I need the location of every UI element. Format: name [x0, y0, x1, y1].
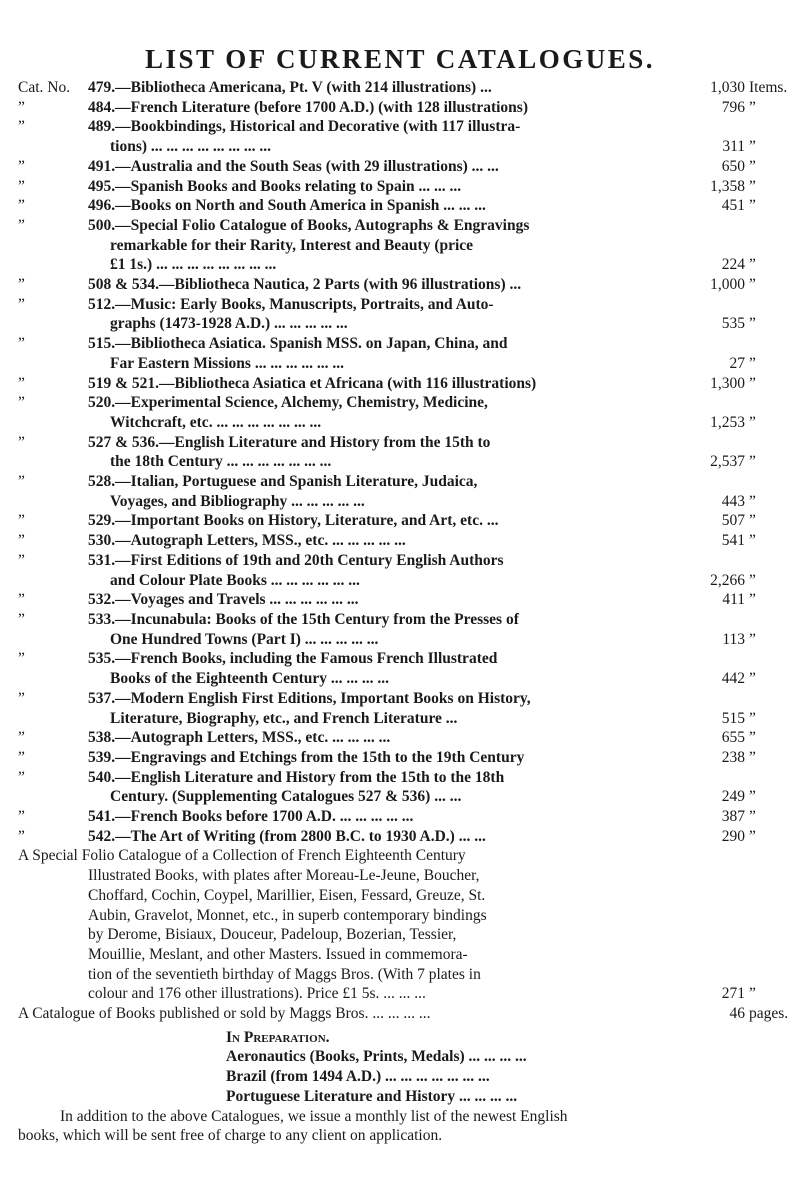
- entry-unit: ”: [749, 276, 756, 294]
- entry-description: [88, 689, 683, 728]
- catalogue-entry: [18, 98, 793, 118]
- entry-prefix: ”: [18, 276, 25, 294]
- entry-description: [88, 78, 683, 98]
- entry-description: [88, 334, 683, 373]
- preparation-item: Aeronautics (Books, Prints, Medals) ... ... ... ...: [226, 1048, 527, 1066]
- entry-line: 489.—Bookbindings, Historical and Decorative (with 117 illustra-: [88, 118, 521, 136]
- entry-prefix: ”: [18, 768, 25, 786]
- entry-prefix: Cat. No.: [18, 79, 71, 96]
- entry-line: 532.—Voyages and Travels ... ... ... ... ... ...: [88, 591, 359, 609]
- catalogue-entry: [18, 196, 793, 216]
- entry-line: 528.—Italian, Portuguese and Spanish Literature, Judaica,: [88, 473, 478, 491]
- entry-prefix: ”: [18, 157, 25, 175]
- entry-description: [88, 649, 683, 688]
- entry-description: [88, 275, 683, 295]
- entry-count: 311: [722, 138, 745, 156]
- entry-description: [88, 157, 683, 177]
- entry-line: 496.—Books on North and South America in Spanish ... ... ...: [88, 197, 486, 215]
- catalogue-entry: [18, 728, 793, 748]
- entry-line: Far Eastern Missions ... ... ... ... ... ...: [110, 354, 344, 372]
- catalogue-list: [18, 78, 793, 1146]
- entry-line: 540.—English Literature and History from the 15th to the 18th: [88, 768, 505, 786]
- catalogue-entry: [18, 827, 793, 847]
- catalogue-entry: [18, 275, 793, 295]
- entry-description: [88, 768, 683, 807]
- note-line: books, which will be sent free of charge to any client on application.: [18, 1127, 443, 1145]
- entry-unit: ”: [749, 591, 756, 609]
- special-line: tion of the seventieth birthday of Maggs Bros. (With 7 plates in: [88, 965, 481, 983]
- entry-prefix: ”: [18, 748, 25, 766]
- entry-prefix: ”: [18, 512, 25, 530]
- catalogue-entry: [18, 748, 793, 768]
- entry-unit: Items.: [749, 79, 788, 96]
- preparation-title: In Preparation.: [226, 1028, 330, 1046]
- entry-line: 535.—French Books, including the Famous French Illustrated: [88, 650, 498, 668]
- catalogue-entry: [18, 531, 793, 551]
- entry-count: 443: [721, 492, 745, 510]
- entry-description: [88, 827, 683, 847]
- entry-count: 249: [721, 788, 745, 806]
- special-description: [18, 846, 683, 1004]
- catalogue-entry: [18, 374, 793, 394]
- entry-unit: ”: [749, 197, 756, 215]
- entry-description: [88, 610, 683, 649]
- entry-line: 531.—First Editions of 19th and 20th Century English Authors: [88, 551, 504, 569]
- special-line: Illustrated Books, with plates after Moreau-Le-Jeune, Boucher,: [88, 867, 480, 885]
- page-title: LIST OF CURRENT CATALOGUES.: [144, 44, 656, 74]
- entry-line: 533.—Incunabula: Books of the 15th Century from the Presses of: [88, 610, 519, 628]
- special-line: A Special Folio Catalogue of a Collection of French Eighteenth Century: [18, 847, 466, 865]
- entry-description: [88, 472, 683, 511]
- entry-line: 484.—French Literature (before 1700 A.D.) (with 128 illustrations): [88, 98, 528, 116]
- entry-description: [88, 748, 683, 768]
- special-catalogue: [18, 846, 793, 1004]
- entry-count: 1,358: [710, 177, 745, 195]
- entry-line: 529.—Important Books on History, Literature, and Art, etc. ...: [88, 512, 499, 530]
- entry-line: Books of the Eighteenth Century ... ... ... ...: [110, 670, 390, 688]
- special-line: by Derome, Bisiaux, Douceur, Padeloup, Bozerian, Tessier,: [88, 926, 457, 944]
- preparation-item: Brazil (from 1494 A.D.) ... ... ... ... ... ... ...: [226, 1068, 490, 1086]
- entry-description: [88, 531, 683, 551]
- entry-unit: ”: [749, 315, 756, 333]
- entry-description: [88, 728, 683, 748]
- entry-unit: ”: [749, 157, 756, 175]
- catalogue-entry: [18, 610, 793, 649]
- entry-line: 539.—Engravings and Etchings from the 15th to the 19th Century: [88, 748, 525, 766]
- entry-description: [88, 177, 683, 197]
- entry-line: 520.—Experimental Science, Alchemy, Chemistry, Medicine,: [88, 394, 488, 412]
- entry-unit: ”: [749, 256, 756, 274]
- entry-line: Voyages, and Bibliography ... ... ... ... ...: [110, 492, 365, 510]
- entry-unit: ”: [749, 630, 756, 648]
- entry-line: 542.—The Art of Writing (from 2800 B.C. to 1930 A.D.) ... ...: [88, 827, 486, 845]
- catalogue-entry: [18, 393, 793, 432]
- entry-unit: ”: [749, 138, 756, 156]
- entry-count: 796: [721, 98, 745, 116]
- entry-unit: ”: [749, 532, 756, 550]
- entry-count: 411: [722, 591, 745, 609]
- entry-description: [88, 98, 683, 118]
- entry-unit: ”: [749, 492, 756, 510]
- entry-description: [88, 511, 683, 531]
- entry-prefix: ”: [18, 335, 25, 353]
- entry-prefix: ”: [18, 295, 25, 313]
- entry-description: [88, 433, 683, 472]
- entry-prefix: ”: [18, 177, 25, 195]
- entry-unit: ”: [749, 808, 756, 826]
- entry-prefix: ”: [18, 591, 25, 609]
- entry-count: 224: [721, 256, 745, 274]
- entry-prefix: ”: [18, 532, 25, 550]
- catalogue-entry: [18, 511, 793, 531]
- catalogue-entry: [18, 216, 793, 275]
- entry-prefix: ”: [18, 827, 25, 845]
- entry-count: 290: [721, 827, 745, 845]
- entry-description: [88, 551, 683, 590]
- entry-line: 519 & 521.—Bibliotheca Asiatica et Africana (with 116 illustrations): [88, 374, 537, 392]
- entry-line: 479.—Bibliotheca Americana, Pt. V (with 214 illustrations) ...: [88, 79, 492, 96]
- entry-line: Literature, Biography, etc., and French Literature ...: [110, 709, 458, 727]
- entry-line: 515.—Bibliotheca Asiatica. Spanish MSS. on Japan, China, and: [88, 335, 508, 353]
- catalogue-entry: [18, 78, 793, 98]
- entry-line: £1 1s.) ... ... ... ... ... ... ... ...: [110, 256, 277, 274]
- catalogue-entry: [18, 768, 793, 807]
- entry-count: 1,000: [710, 276, 745, 294]
- maggs-unit: pages.: [749, 1005, 789, 1023]
- entry-count: 2,266: [710, 571, 745, 589]
- entry-prefix: ”: [18, 374, 25, 392]
- entry-unit: ”: [749, 177, 756, 195]
- special-line: Aubin, Gravelot, Monnet, etc., in superb contemporary bindings: [88, 906, 487, 924]
- entry-count: 541: [721, 532, 745, 550]
- catalogue-entry: [18, 551, 793, 590]
- entry-unit: ”: [749, 788, 756, 806]
- entry-count: 1,253: [710, 413, 745, 431]
- entry-prefix: ”: [18, 433, 25, 451]
- entry-description: [88, 393, 683, 432]
- entry-line: 508 & 534.—Bibliotheca Nautica, 2 Parts (with 96 illustrations) ...: [88, 276, 522, 294]
- entry-count: 387: [721, 808, 745, 826]
- entry-prefix: ”: [18, 118, 25, 136]
- catalogue-entry: [18, 117, 793, 156]
- catalogue-entry: [18, 689, 793, 728]
- entry-count: 2,537: [710, 453, 745, 471]
- entry-line: 541.—French Books before 1700 A.D. ... ... ... ... ...: [88, 808, 414, 826]
- entry-line: tions) ... ... ... ... ... ... ... ...: [110, 138, 272, 156]
- entry-unit: ”: [749, 748, 756, 766]
- entry-unit: ”: [749, 827, 756, 845]
- entry-unit: ”: [749, 729, 756, 747]
- entry-line: 530.—Autograph Letters, MSS., etc. ... ... ... ... ...: [88, 532, 406, 550]
- maggs-line: A Catalogue of Books published or sold by Maggs Bros. ... ... ... ...: [18, 1005, 431, 1023]
- entry-description: [88, 117, 683, 156]
- entry-prefix: ”: [18, 98, 25, 116]
- entry-count: 655: [721, 729, 745, 747]
- entry-count: 27: [729, 354, 745, 372]
- entry-unit: ”: [749, 709, 756, 727]
- note-line: In addition to the above Catalogues, we issue a monthly list of the newest English: [60, 1107, 568, 1125]
- special-count: 271: [721, 985, 745, 1003]
- entry-description: [88, 196, 683, 216]
- entry-prefix: ”: [18, 551, 25, 569]
- entry-description: [88, 216, 683, 275]
- catalogue-entry: [18, 433, 793, 472]
- catalogue-entry: [18, 334, 793, 373]
- catalogue-entry: [18, 590, 793, 610]
- entry-count: 1,300: [710, 374, 745, 392]
- entry-line: Century. (Supplementing Catalogues 527 & 536) ... ...: [110, 788, 462, 806]
- entry-unit: ”: [749, 670, 756, 688]
- catalogue-entry: [18, 807, 793, 827]
- special-unit: ”: [749, 985, 756, 1003]
- entry-count: 535: [721, 315, 745, 333]
- entry-unit: ”: [749, 453, 756, 471]
- maggs-description: [18, 1004, 683, 1024]
- entry-unit: ”: [749, 354, 756, 372]
- entry-unit: ”: [749, 571, 756, 589]
- entry-prefix: ”: [18, 216, 25, 234]
- entry-prefix: ”: [18, 689, 25, 707]
- entry-prefix: ”: [18, 610, 25, 628]
- maggs-catalogue: [18, 1004, 793, 1024]
- entry-prefix: ”: [18, 729, 25, 747]
- special-line: Choffard, Cochin, Coypel, Marillier, Eisen, Fessard, Greuze, St.: [88, 886, 486, 904]
- preparation-list: [226, 1047, 793, 1106]
- entry-line: 500.—Special Folio Catalogue of Books, Autographs & Engravings: [88, 216, 530, 234]
- catalogue-entry: [18, 177, 793, 197]
- entry-count: 507: [721, 512, 745, 530]
- entry-count: 1,030: [710, 79, 745, 96]
- entry-line: 538.—Autograph Letters, MSS., etc. ... ... ... ...: [88, 729, 391, 747]
- entry-line: graphs (1473-1928 A.D.) ... ... ... ... ...: [110, 315, 348, 333]
- entry-unit: ”: [749, 374, 756, 392]
- maggs-count: 46: [729, 1005, 745, 1023]
- entry-description: [88, 374, 683, 394]
- special-line: colour and 176 other illustrations). Price £1 5s. ... ... ...: [88, 985, 426, 1003]
- entry-count: 515: [721, 709, 745, 727]
- catalogue-entry: [18, 472, 793, 511]
- entry-unit: ”: [749, 98, 756, 116]
- entry-prefix: ”: [18, 473, 25, 491]
- catalogue-entry: [18, 157, 793, 177]
- entry-line: Witchcraft, etc. ... ... ... ... ... ... ...: [110, 413, 322, 431]
- entry-description: [88, 590, 683, 610]
- entry-unit: ”: [749, 512, 756, 530]
- preparation-item: Portuguese Literature and History ... ... ... ...: [226, 1087, 518, 1105]
- entry-prefix: ”: [18, 808, 25, 826]
- entry-line: 512.—Music: Early Books, Manuscripts, Portraits, and Auto-: [88, 295, 494, 313]
- entry-count: 113: [722, 630, 745, 648]
- entry-count: 442: [721, 670, 745, 688]
- entry-count: 650: [721, 157, 745, 175]
- closing-note: [18, 1107, 793, 1146]
- entry-count: 238: [721, 748, 745, 766]
- entry-line: remarkable for their Rarity, Interest and Beauty (price: [110, 236, 474, 254]
- entry-line: 491.—Australia and the South Seas (with 29 illustrations) ... ...: [88, 157, 499, 175]
- special-line: Mouillie, Meslant, and other Masters. Issued in commemora-: [88, 945, 468, 963]
- entry-line: One Hundred Towns (Part I) ... ... ... ... ...: [110, 630, 379, 648]
- entry-prefix: ”: [18, 394, 25, 412]
- entry-line: 495.—Spanish Books and Books relating to Spain ... ... ...: [88, 177, 462, 195]
- entry-line: 527 & 536.—English Literature and History from the 15th to: [88, 433, 491, 451]
- entry-line: the 18th Century ... ... ... ... ... ... ...: [110, 453, 332, 471]
- entry-unit: ”: [749, 413, 756, 431]
- entry-line: and Colour Plate Books ... ... ... ... ... ...: [110, 571, 360, 589]
- catalogue-entry: [18, 649, 793, 688]
- entry-description: [88, 295, 683, 334]
- entry-prefix: ”: [18, 650, 25, 668]
- catalogue-entry: [18, 295, 793, 334]
- entry-line: 537.—Modern English First Editions, Important Books on History,: [88, 689, 531, 707]
- entry-count: 451: [721, 197, 745, 215]
- entry-description: [88, 807, 683, 827]
- entry-prefix: ”: [18, 197, 25, 215]
